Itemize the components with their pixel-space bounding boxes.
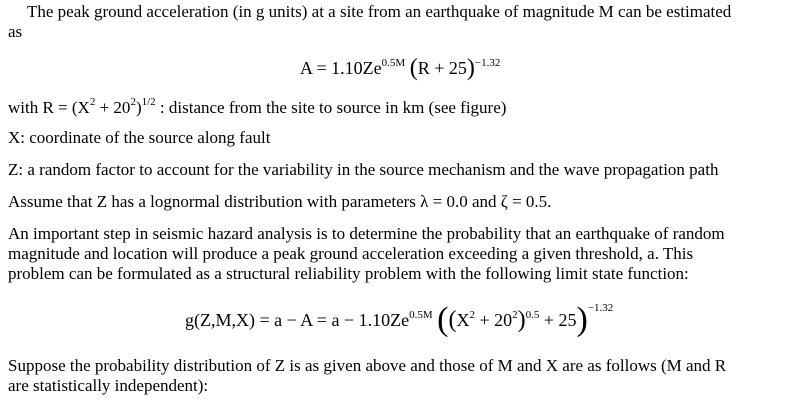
r-def-mid: + 20 — [95, 98, 131, 117]
r-def-suffix: : distance from the site to source in km (see figure) — [155, 98, 507, 117]
eq2-close-inner: ) — [517, 307, 526, 333]
x-definition: X: coordinate of the source along fault — [8, 128, 271, 147]
paragraph-line-1: An important step in seismic hazard analysis is to determine the probability that an earthquake of random — [8, 224, 725, 243]
intro-line-1: The peak ground acceleration (in g units) at a site from an earthquake of magnitude M can be estimated — [27, 2, 732, 21]
eq1-exponent-outer: −1.32 — [474, 57, 501, 69]
r-def-prefix: with R = (X — [8, 98, 90, 117]
eq2-x: X — [456, 310, 470, 330]
eq2-close-outer: ) — [576, 301, 588, 338]
r-definition — [8, 98, 506, 118]
eq1-exponent-e: 0.5M — [381, 57, 406, 69]
eq2-plus25: + 25 — [539, 310, 577, 330]
eq2-open-inner: ( — [448, 307, 457, 333]
eq2-exponent-e: 0.5M — [409, 309, 433, 321]
eq1-lhs: A = 1.10Ze — [300, 58, 382, 78]
paragraph-line-3: problem can be formulated as a structural reliability problem with the following limit state function: — [8, 264, 689, 283]
r-def-close: ) — [135, 98, 142, 117]
closing-line-1: Suppose the probability distribution of Z is as given above and those of M and X are as follows (M and R — [8, 356, 727, 375]
eq2-inner-exp: 0.5 — [525, 309, 540, 321]
eq2-lhs: g(Z,M,X) = a − A = a − 1.10Ze — [185, 310, 410, 330]
eq2-open-outer: ( — [437, 301, 449, 338]
r-def-sup1: 2 — [89, 96, 96, 109]
intro-line-2: as — [8, 22, 23, 41]
eq2-plus20: + 20 — [474, 310, 513, 330]
eq2-exponent-outer: −1.32 — [587, 302, 614, 314]
equation-peak-acceleration — [300, 55, 501, 81]
eq1-inner: R + 25 — [417, 58, 467, 78]
eq2-twenty-sup: 2 — [512, 309, 518, 321]
eq2-x-sup: 2 — [469, 309, 475, 321]
r-def-sup3: 1/2 — [141, 96, 156, 109]
eq1-paren-open: ( — [409, 55, 418, 81]
eq1-paren-close: ) — [466, 55, 475, 81]
z-definition: Z: a random factor to account for the variability in the source mechanism and the wave propagation path — [8, 160, 719, 179]
r-def-sup2: 2 — [130, 96, 136, 109]
equation-limit-state — [185, 301, 614, 338]
paragraph-line-2: magnitude and location will produce a peak ground acceleration exceeding a given threshold, a. This — [8, 244, 694, 263]
closing-line-2: are statistically independent): — [8, 376, 209, 395]
assumption-line: Assume that Z has a lognormal distribution with parameters λ = 0.0 and ζ = 0.5. — [8, 192, 552, 211]
